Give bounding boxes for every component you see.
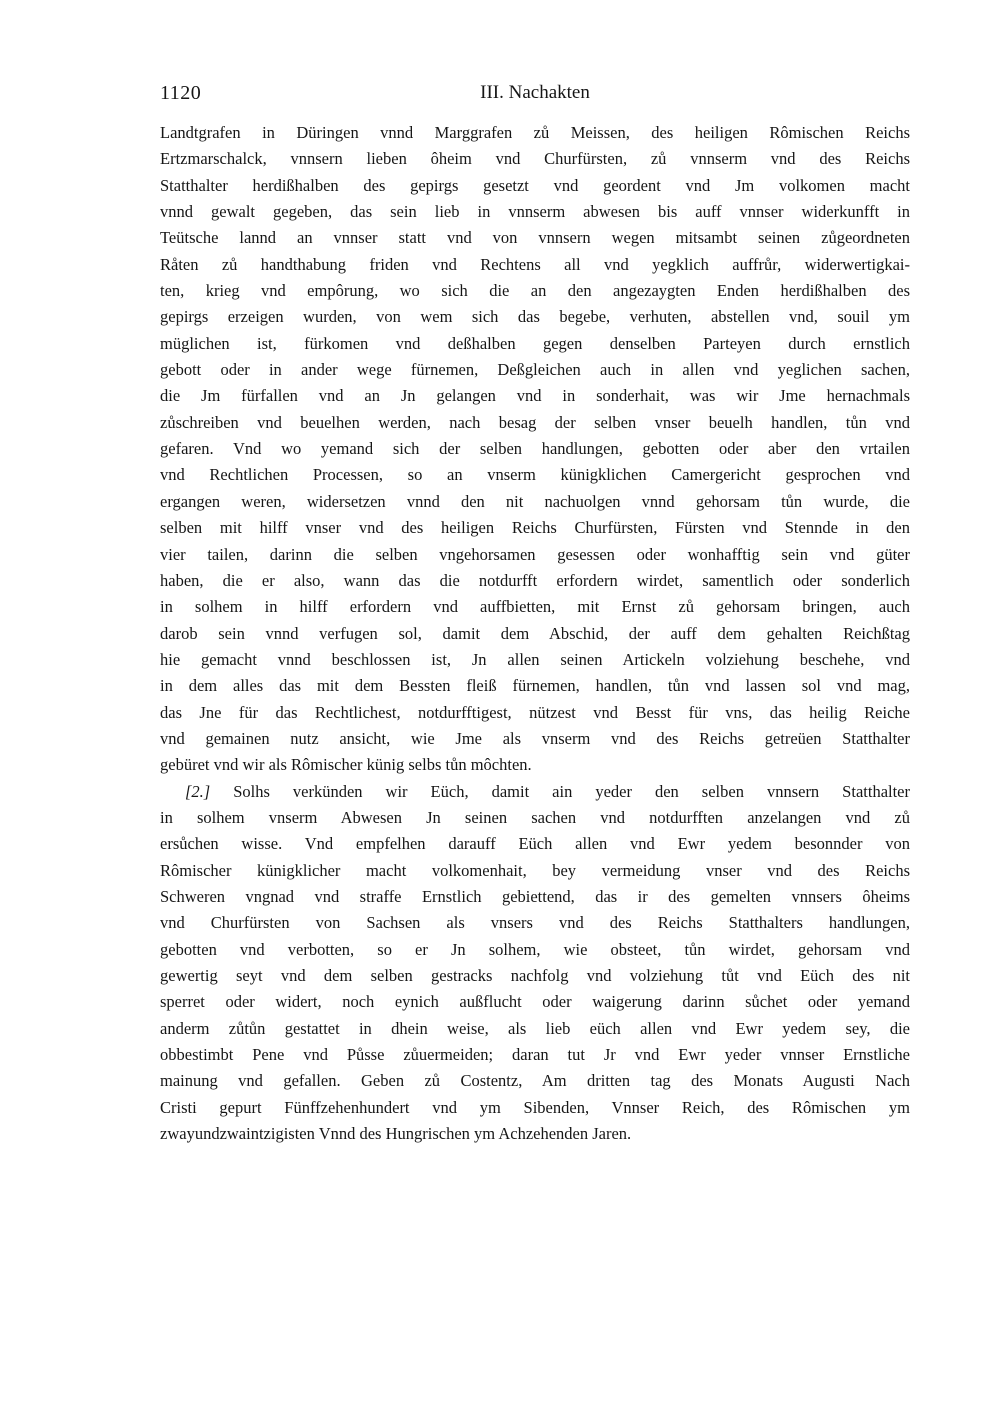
text-line: vier tailen, darinn die selben vngehorsamen gesessen oder wonhafftig sein vnd güter <box>160 544 910 564</box>
text-line: obbestimbt Pene vnd Půsse zůuermeiden; daran tut Jr vnd Ewr yeder vnnser Ernstliche <box>160 1045 910 1065</box>
text-line: Statthalter herdißhalben des gepirgs gesetzt vnd geordent vnd Jm volkomen macht <box>160 175 910 195</box>
running-header-title: III. Nachakten <box>480 82 590 103</box>
text-line: zwayundzwaintzigisten Vnnd des Hungrischen ym Achzehenden Jaren. <box>160 1124 632 1144</box>
text-line: das Jne für das Rechtlichest, notdurfftigest, nützest vnd Besst für vns, das heilig Reiche <box>160 702 910 722</box>
text-line: in dem alles das mit dem Bessten fleiß fürnemen, handlen, tůn vnd lassen sol vnd mag, <box>160 676 910 696</box>
text-line: vnd Churfürsten von Sachsen als vnsers vnd des Reichs Statthalters handlungen, <box>160 913 910 933</box>
text-line: Rômischer künigklicher macht volkomenhait, bey vermeidung vnser vnd des Reichs <box>160 860 910 880</box>
text-line: in solhem in hilff erfordern vnd auffbietten, mit Ernst zů gehorsam bringen, auch <box>160 597 910 617</box>
text-line: vnd Rechtlichen Processen, so an vnserm künigklichen Camergericht gesprochen vnd <box>160 465 910 485</box>
text-line: gebott oder in ander wege fürnemen, Deßgleichen auch in allen vnd yeglichen sachen, <box>160 360 910 380</box>
page-number: 1120 <box>160 82 202 104</box>
text-line: gebüret vnd wir als Rômischer künig selbs tůn môchten. <box>160 755 532 775</box>
text-line: [2.] Solhs verkünden wir Eüch, damit ain yeder den selben vnnsern Statthalter <box>185 781 910 801</box>
text-line: gefaren. Vnd wo yemand sich der selben handlungen, gebotten oder aber den vrtailen <box>160 439 910 459</box>
text-line: Cristi gepurt Fünffzehenhundert vnd ym Sibenden, Vnnser Reich, des Rômischen ym <box>160 1097 910 1117</box>
text-line: mainung vnd gefallen. Geben zů Costentz, Am dritten tag des Monats Augusti Nach <box>160 1071 910 1091</box>
page-header <box>160 80 910 106</box>
text-line: zůschreiben vnd beuelhen werden, nach besag der selben vnser beuelh handlen, tůn vnd <box>160 412 910 432</box>
text-line: vnd gemainen nutz ansicht, wie Jme als vnserm vnd des Reichs getreüen Statthalter <box>160 728 910 748</box>
paragraph-marker: [2.] <box>185 781 211 801</box>
text-line: gepirgs erzeigen wurden, von wem sich das begebe, verhuten, abstellen vnd, souil ym <box>160 307 910 327</box>
text-line: Landtgrafen in Düringen vnnd Marggrafen zů Meissen, des heiligen Rômischen Reichs <box>160 123 910 142</box>
text-line: vnnd gewalt gegeben, das sein lieb in vnnserm abwesen bis auff vnnser widerkunfft in <box>160 202 910 222</box>
text-line: Ertzmarschalck, vnnsern lieben ôheim vnd Churfürsten, zů vnnserm vnd des Reichs <box>160 149 910 169</box>
text-line: ten, krieg vnd empôrung, wo sich die an den angezaygten Enden herdißhalben des <box>160 281 910 301</box>
text-line: selben mit hilff vnser vnd des heiligen Reichs Churfürsten, Fürsten vnd Stennde in den <box>160 518 910 538</box>
text-line: sperret oder widert, noch eynich außflucht oder waigerung darinn sůchet oder yemand <box>160 992 910 1012</box>
text-line: müglichen ist, fürkomen vnd deßhalben gegen denselben Parteyen durch ernstlich <box>160 333 910 353</box>
text-line: anderm zůtůn gestattet in dhein weise, als lieb eüch allen vnd Ewr yedem sey, die <box>160 1018 910 1038</box>
text-line: hie gemacht vnnd beschlossen ist, Jn allen seinen Artickeln volziehung beschehe, vnd <box>160 649 910 669</box>
text-line: haben, die er also, wann das die notdurfft erfordern wirdet, samentlich oder sonderlich <box>160 570 910 590</box>
text-line: Råten zů handthabung friden vnd Rechtens all vnd yegklich auffrůr, widerwertigkai- <box>160 254 910 274</box>
text-line: die Jm fürfallen vnd an Jn gelangen vnd in sonderhait, was wir Jme hernachmals <box>160 386 910 406</box>
text-line: in solhem vnserm Abwesen Jn seinen sachen vnd notdurfften anzelangen vnd zů <box>160 807 910 827</box>
text-line: ersůchen wisse. Vnd empfelhen darauff Eüch allen vnd Ewr yedem besonnder von <box>160 834 910 854</box>
text-block <box>160 120 910 1160</box>
text-line: gebotten vnd verbotten, so er Jn solhem, wie obsteet, tůn wirdet, gehorsam vnd <box>160 939 910 959</box>
text-line: gewertig seyt vnd dem selben gestracks nachfolg vnd volziehung tůt vnd Eüch des nit <box>160 966 910 985</box>
text-line: ergangen weren, widersetzen vnnd den nit nachuolgen vnnd gehorsam tůn wurde, die <box>160 491 910 511</box>
text-line: Schweren vngnad vnd straffe Ernstlich gebiettend, das ir des gemelten vnnsers ôheims <box>160 886 910 906</box>
text-line: Teütsche lannd an vnnser statt vnd von vnnsern wegen mitsambt seinen zůgeordneten <box>160 228 910 248</box>
text-line: darob sein vnnd verfugen sol, damit dem Abschid, der auff dem gehalten Reichßtag <box>160 623 910 643</box>
